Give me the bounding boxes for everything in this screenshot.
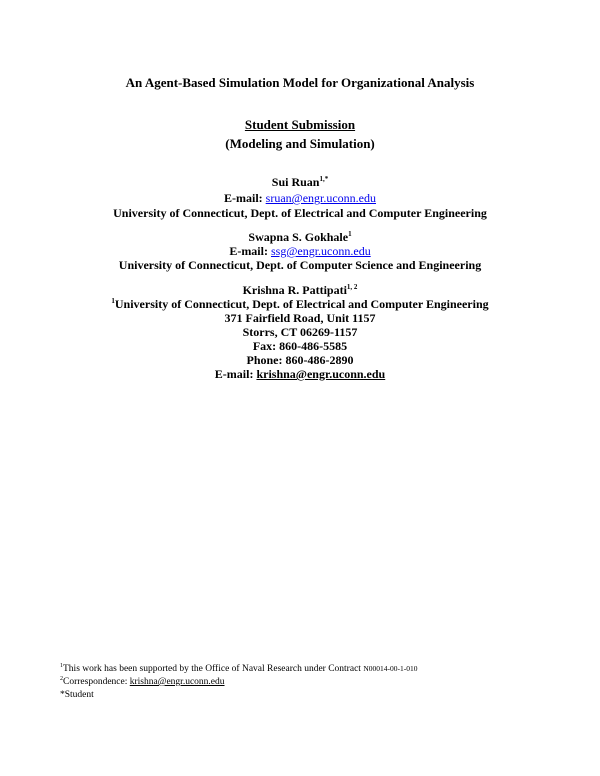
author-3-email-line (0, 367, 600, 381)
author-3-fax: Fax: 860-486-5585 (252, 339, 348, 353)
author-3-email-link[interactable]: krishna@engr.uconn.edu (256, 367, 386, 381)
author-3-email-label: E-mail: (214, 367, 254, 381)
footnote-1-sup: 1 (60, 663, 63, 669)
author-2-name: Swapna S. Gokhale (248, 230, 349, 244)
author-3-name-line (0, 283, 600, 297)
footnote-3 (60, 689, 94, 701)
author-1-sup: 1,* (319, 175, 329, 183)
author-3-affiliation-sup: 1 (111, 297, 115, 305)
author-2-email-label: E-mail: (229, 244, 268, 258)
author-2-affiliation: University of Connecticut, Dept. of Computer Science and Engineering (118, 258, 482, 272)
author-1-email-label: E-mail: (223, 191, 263, 205)
author-3-address: 371 Fairfield Road, Unit 1157 (224, 311, 376, 325)
footnote-1-text: This work has been supported by the Office of Naval Research under Contract (63, 664, 364, 674)
author-3-sup: 1, 2 (346, 283, 358, 291)
footnote-2 (60, 676, 225, 688)
submission-category: (Modeling and Simulation) (225, 136, 375, 151)
author-1-name-line (0, 175, 600, 189)
author-2-email-line (0, 244, 600, 258)
author-3-city: Storrs, CT 06269-1157 (242, 325, 358, 339)
footnote-2-email-link[interactable]: krishna@engr.uconn.edu (129, 677, 225, 687)
author-3-phone: Phone: 860-486-2890 (246, 353, 354, 367)
author-3-affiliation: University of Connecticut, Dept. of Electrical and Computer Engineering (114, 297, 489, 311)
footnote-1-contract: N00014-00-1-010 (363, 664, 418, 673)
footnote-2-text: Correspondence: (63, 677, 130, 687)
author-3-name: Krishna R. Pattipati (242, 283, 347, 297)
author-1-email-link[interactable]: sruan@engr.uconn.edu (265, 191, 377, 205)
footnote-2-sup: 2 (60, 676, 63, 682)
author-1-name: Sui Ruan (271, 175, 320, 189)
paper-title: An Agent-Based Simulation Model for Organizational Analysis (125, 75, 475, 90)
footnote-3-text: *Student (60, 690, 94, 700)
footnote-1 (60, 663, 417, 675)
author-3-affiliation-line (0, 297, 600, 311)
author-2-email-link[interactable]: ssg@engr.uconn.edu (270, 244, 371, 258)
author-1-email-line (0, 191, 600, 205)
author-1-affiliation: University of Connecticut, Dept. of Electrical and Computer Engineering (113, 206, 487, 220)
author-2-name-line (0, 230, 600, 244)
submission-type: Student Submission (244, 117, 356, 132)
author-2-sup: 1 (348, 230, 352, 238)
